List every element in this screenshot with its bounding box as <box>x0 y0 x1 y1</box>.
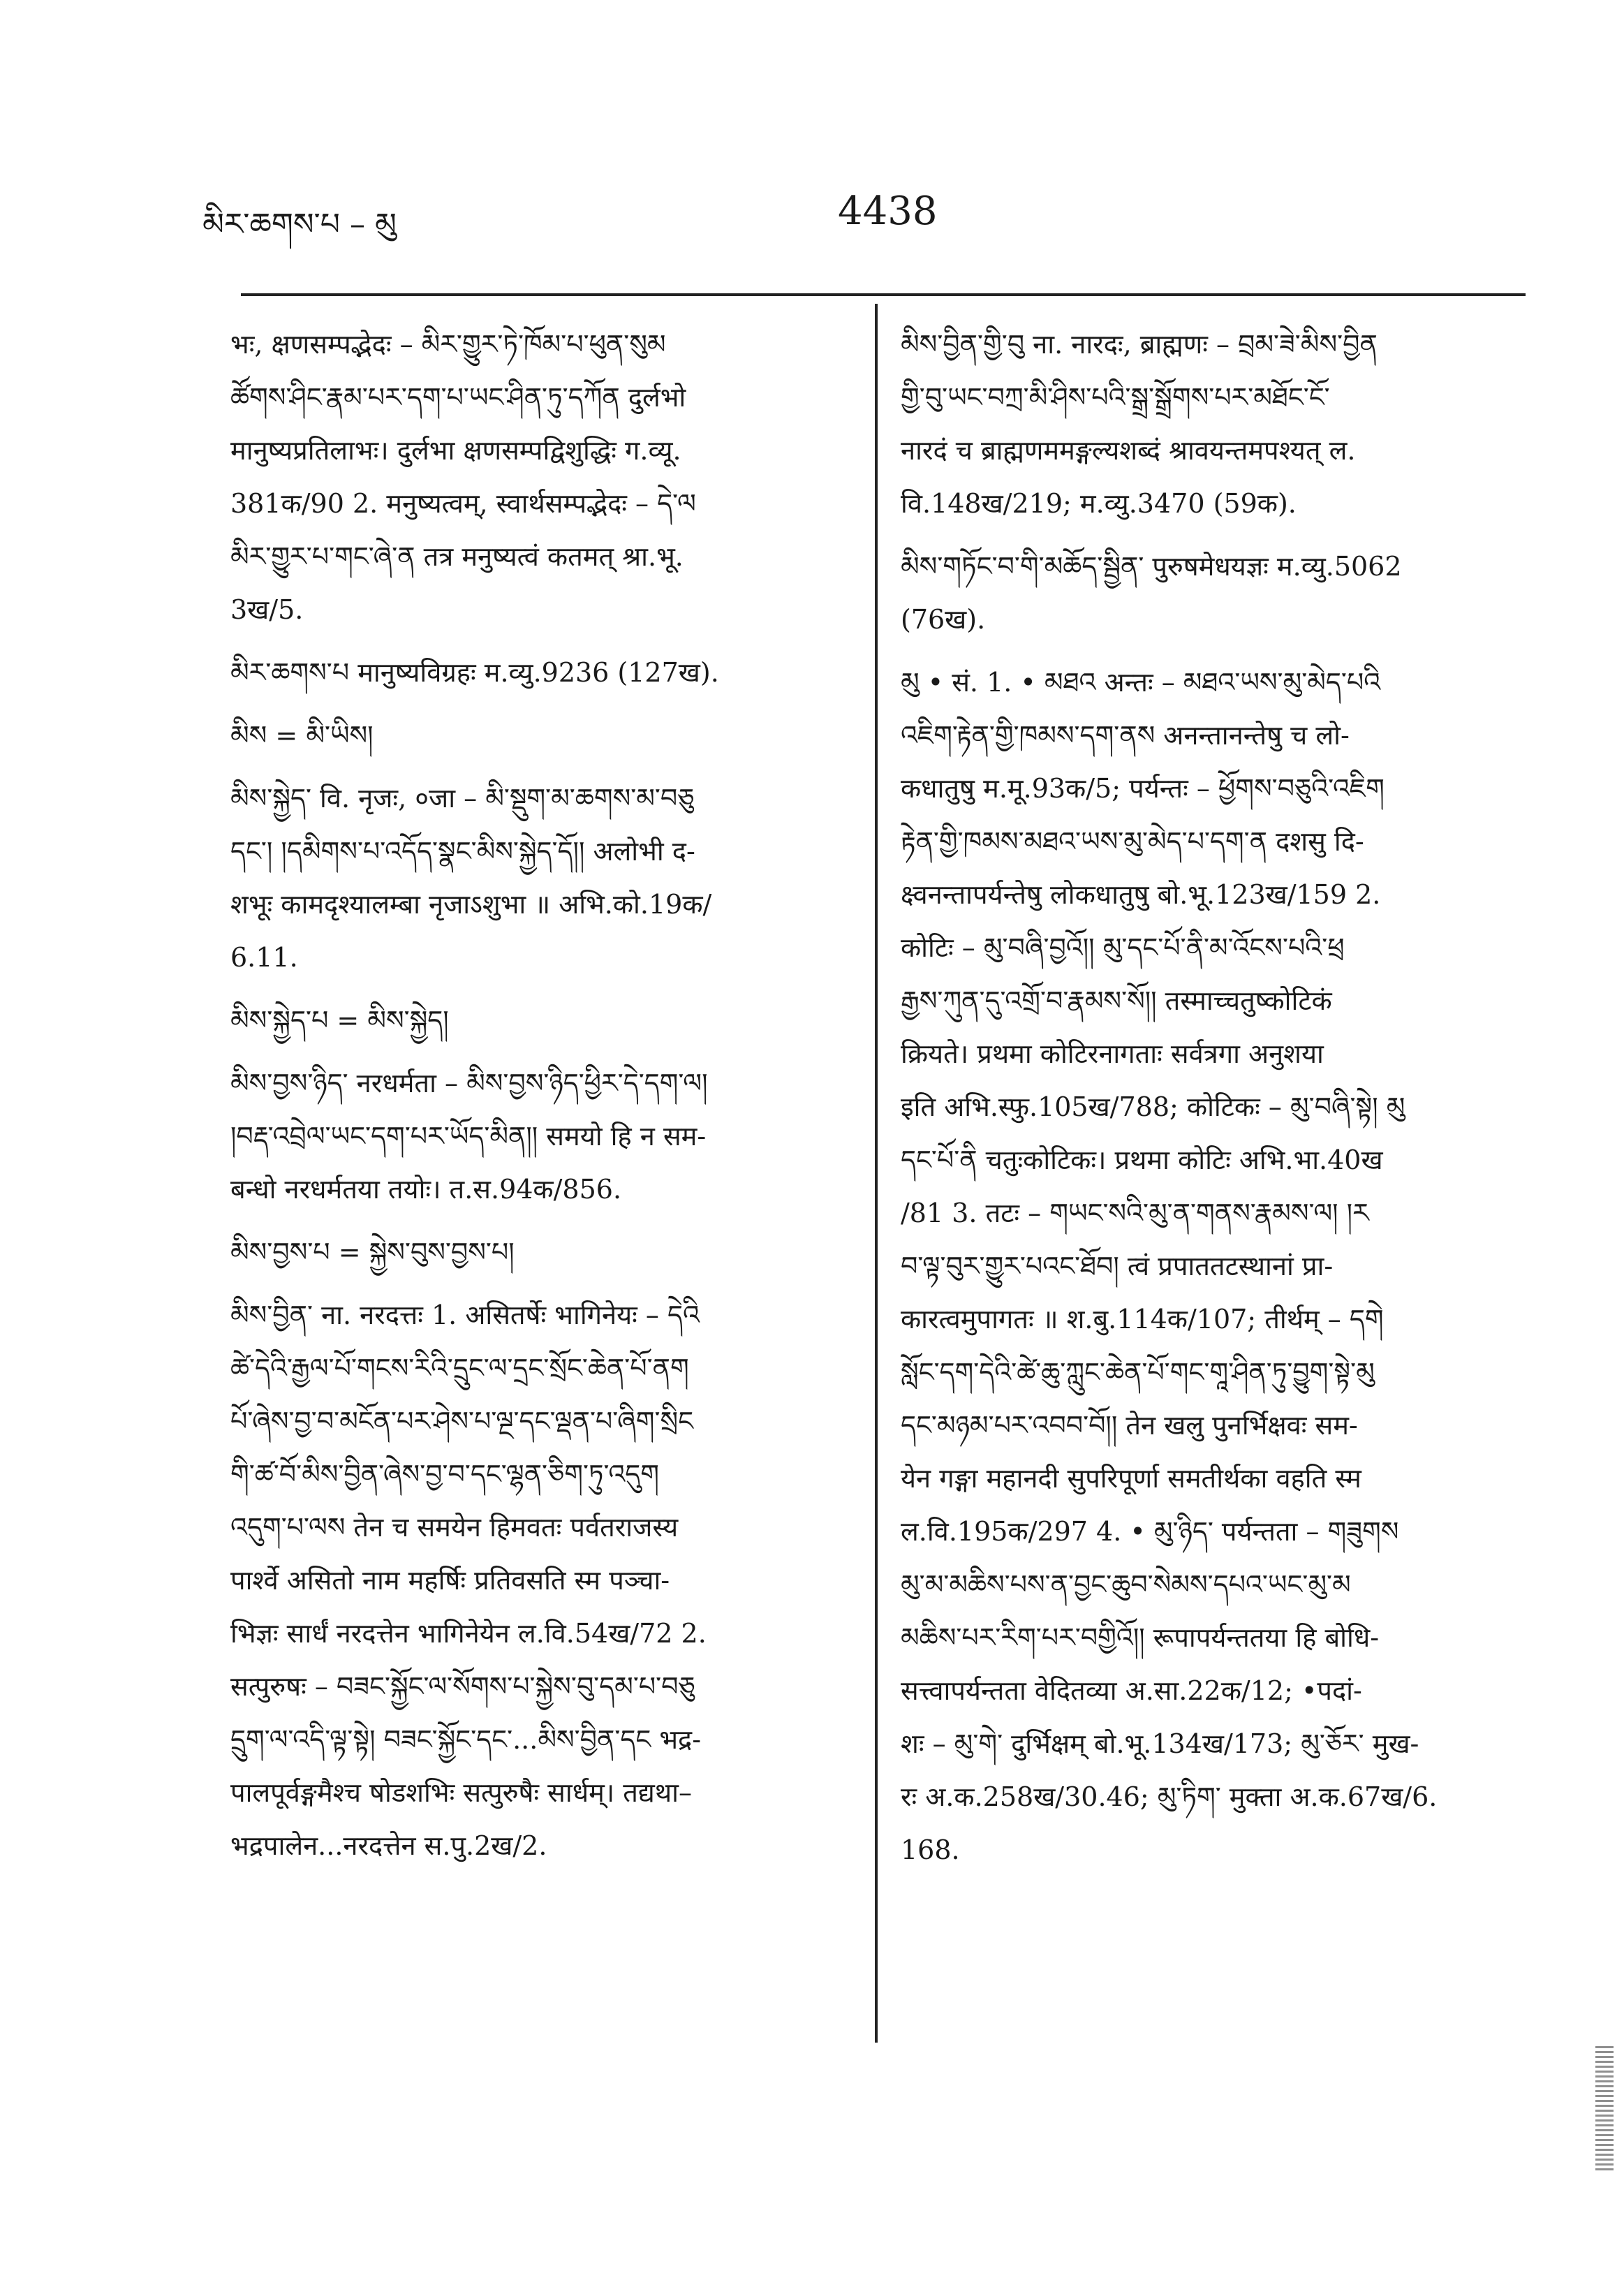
dictionary-entry <box>901 318 1529 530</box>
entry-line: འདུག་པ་ལས तेन च समयेन हिमवतः पर्वतराजस्य <box>230 1512 679 1543</box>
column-divider <box>875 304 878 2043</box>
entry-line: མུ • सं. 1. • མཐའ अन्तः – མཐའ་ཡས་མུ་མེད་པའི <box>901 667 1381 698</box>
entry-line: ल.वि.195क/297 4. • མུ་ཉིད་ पर्यन्तता – གཟུགས <box>901 1516 1399 1547</box>
entry-line: སློང་དག་དེའི་ཚེ་ཆུ་ཀླུང་ཆེན་པོ་གང་གཱ་ཤིན་ཏུ་བྱུག་སྟེ་མུ <box>901 1357 1375 1388</box>
entry-line: बन्धो नरधर्मतया तयोः। त.स.94क/856. <box>230 1174 622 1205</box>
entry-line: भः, क्षणसम्पद्भेदः – མིར་གྱུར་ཏེ་ཁོམ་པ་ཕུན་སུམ <box>230 329 666 360</box>
header-rule <box>241 293 1526 296</box>
entry-line: शभूः कामदृश्यालम्बा नृजाऽशुभा ॥ अभि.को.19क/ <box>230 889 712 920</box>
entry-line: कधातुषु म.मू.93क/5; पर्यन्तः – ཕྱོགས་བཅུའི་འཇིག <box>901 773 1385 804</box>
entry-line: (76ख). <box>901 604 986 635</box>
entry-line: ཚེ་དེའི་རྒྱལ་པོ་གངས་རིའི་དྲུང་ལ་དྲང་སྲོང་ཆེན་པོ་ནག <box>230 1353 689 1383</box>
entry-line: कोटिः – མུ་བཞི་བྱའོ།། མུ་དང་པོ་ནི་མ་འོངས་པའི་ཕྲ <box>901 932 1345 963</box>
entry-line: शः – མུ་གེ་ दुर्भिक्षम् बो.भू.134ख/173; མུ་ཅོར་ मुख- <box>901 1728 1419 1759</box>
entry-line: सत्त्वापर्यन्तता वेदितव्या अ.सा.22क/12; •पदां- <box>901 1675 1362 1706</box>
entry-line: དང་པོ་ནི चतुःकोटिकः। प्रथमा कोटिः अभि.भा.40ख <box>901 1145 1383 1175</box>
entry-line: མིས་གཏོང་བ་གི་མཆོད་སྦྱིན་ पुरुषमेधयज्ञः म.व्यु.5062 <box>901 551 1402 582</box>
entry-line: /81 3. तटः – གཡང་སའི་མུ་ན་གནས་རྣམས་ལ། །ར <box>901 1198 1369 1228</box>
entry-line: 6.11. <box>230 942 298 973</box>
entry-line: མིས་བྱིན་གྱི་བུ ना. नारदः, ब्राह्मणः – བྲམ་ཟེ་མིས་བྱིན <box>901 329 1378 360</box>
entry-line: མིས་བྱིན་ ना. नरदत्तः 1. असितर्षेः भागिनेयः – དེའི <box>230 1300 700 1330</box>
entry-line: पालपूर्वङ्गमैश्च षोडशभिः सत्पुरुषैः सार्धम्। तद्यथा– <box>230 1777 692 1808</box>
entry-line: མཆིས་པར་རིག་པར་བགྱིའོ།། रूपापर्यन्ततया हि बोधि- <box>901 1622 1380 1653</box>
entry-line: नारदं च ब्राह्मणममङ्गल्यशब्दं श्रावयन्तमपश्यत् ल. <box>901 435 1356 466</box>
entry-line: रः अ.क.258ख/30.46; མུ་ཏིག་ मुक्ता अ.क.67ख/6. <box>901 1781 1438 1812</box>
entry-line: 381क/90 2. मनुष्यत्वम्, स्वार्थसम्पद्भेदः – དེ་ལ <box>230 488 696 519</box>
entry-line: 3ख/5. <box>230 594 304 625</box>
dictionary-entry <box>230 318 859 636</box>
entry-line: མིར་ཆགས་པ मानुष्यविग्रहः म.व्यु.9236 (127ख). <box>230 657 719 688</box>
entry-line: པོ་ཞེས་བྱ་བ་མངོན་པར་ཤེས་པ་ལྔ་དང་ལྡན་པ་ཞིག་སྲིང <box>230 1406 694 1436</box>
entry-line: རྟེན་གྱི་ཁམས་མཐའ་ཡས་མུ་མེད་པ་དག་ན दशसु दि- <box>901 826 1364 857</box>
entry-line: ཚོགས་ཤིང་རྣམ་པར་དག་པ་ཡང་ཤིན་ཏུ་དཀོན दुर्लभो <box>230 382 686 413</box>
right-column <box>901 318 1529 1886</box>
entry-line: पार्श्वे असितो नाम महर्षिः प्रतिवसति स्म पञ्चा- <box>230 1565 670 1596</box>
entry-line: འཇིག་རྟེན་གྱི་ཁམས་དག་ནས अनन्तानन्तेषु च लो- <box>901 720 1350 751</box>
entry-line: भद्रपालेन...नरदत्तेन स.पु.2ख/2. <box>230 1830 547 1861</box>
dictionary-entry <box>230 1226 859 1279</box>
entry-line: །བརྡ་འབྲེལ་ཡང་དག་པར་ཡོད་མིན།། समयो हि न सम- <box>230 1121 707 1152</box>
running-header: མིར་ཆགས་པ – མུ <box>202 207 397 242</box>
left-column <box>230 318 859 1882</box>
entry-line: इति अभि.स्फु.105ख/788; कोटिकः – མུ་བཞི་སྟེ། མུ <box>901 1091 1405 1122</box>
entry-line: येन गङ्गा महानदी सुपरिपूर्णा समतीर्थका वहति स्म <box>901 1463 1361 1494</box>
entry-line: མིས་བྱས་པ = སྐྱེས་བུས་བྱས་པ། <box>230 1237 515 1267</box>
dictionary-entry <box>230 1057 859 1216</box>
entry-line: वि.148ख/219; म.व्यु.3470 (59क). <box>901 488 1297 519</box>
entry-line: क्रियते। प्रथमा कोटिरनागताः सर्वत्रगा अनुशया <box>901 1038 1324 1069</box>
entry-line: कारत्वमुपागतः ॥ श.बु.114क/107; तीर्थम् – དགེ <box>901 1304 1384 1335</box>
entry-line: भिज्ञः सार्धं नरदत्तेन भागिनेयेन ल.वि.54ख/72 2. <box>230 1618 707 1649</box>
dictionary-entry <box>230 772 859 984</box>
dictionary-entry <box>230 994 859 1047</box>
entry-line: དང་། །དམིགས་པ་འདོད་སྣང་མིས་སྐྱེད་དོ།། अलोभी द- <box>230 836 695 867</box>
entry-line: མིས་སྐྱེད་ वि. नृजः, ०जा – མི་སྡུག་མ་ཆགས་མ་བཅུ <box>230 783 695 814</box>
entry-line: क्ष्वनन्तापर्यन्तेषु लोकधातुषु बो.भू.123ख/159 2. <box>901 879 1381 910</box>
dictionary-entry <box>230 709 859 762</box>
entry-line: མིས་བྱས་ཉིད་ नरधर्मता – མིས་བྱས་ཉིད་ཕྱིར་དེ་དག་ལ། <box>230 1068 708 1098</box>
dictionary-entry <box>230 1288 859 1872</box>
entry-line: མིར་གྱུར་པ་གང་ཞེ་ན तत्र मनुष्यत्वं कतमत् श्रा.भू. <box>230 541 684 572</box>
entry-line: གྱི་བུ་ཡང་བཀྲ་མི་ཤིས་པའི་སྒྲ་སྒྲོགས་པར་མཐོང་ངོ་ <box>901 382 1330 413</box>
entry-line: མིས་སྐྱེད་པ = མིས་སྐྱེད། <box>230 1005 449 1036</box>
entry-line: सत्पुरुषः – བཟང་སྐྱོང་ལ་སོགས་པ་སྐྱེས་བུ་དམ་པ་བཅུ <box>230 1671 695 1702</box>
entry-line: 168. <box>901 1835 960 1865</box>
dictionary-entry <box>901 540 1529 646</box>
scan-edge-mark <box>1595 2046 1614 2172</box>
page-number: 4438 <box>838 189 938 234</box>
entry-line: དང་མཉམ་པར་འབབ་བོ།། तेन खलु पुनर्भिक्षवः सम- <box>901 1410 1358 1441</box>
entry-line: मानुष्यप्रतिलाभः। दुर्लभा क्षणसम्पद्विशुद्धिः ग.व्यू. <box>230 435 681 466</box>
dictionary-entry <box>901 656 1529 1876</box>
dictionary-entry <box>230 646 859 699</box>
entry-line: རྒྱས་ཀུན་དུ་འགྲོ་བ་རྣམས་སོ།། तस्माच्चतुष्कोटिकं <box>901 985 1332 1016</box>
entry-line: གི་ཚ་བོ་མིས་བྱིན་ཞེས་བྱ་བ་དང་ལྷན་ཅིག་ཏུ་འདུག <box>230 1459 660 1490</box>
entry-line: མུ་མ་མཆིས་པས་ན་བྱང་ཆུབ་སེམས་དཔའ་ཡང་མུ་མ <box>901 1569 1351 1600</box>
entry-line: དྲུག་ལ་འདི་ལྟ་སྟེ། བཟང་སྐྱོང་དང་...མིས་བྱིན་དང भद्र- <box>230 1724 702 1755</box>
entry-line: བ་ལྟ་བུར་གྱུར་པའང་ཐོབ། त्वं प्रपाततटस्थानां प्रा- <box>901 1251 1334 1281</box>
entry-line: མིས = མི་ཡིས། <box>230 720 374 751</box>
